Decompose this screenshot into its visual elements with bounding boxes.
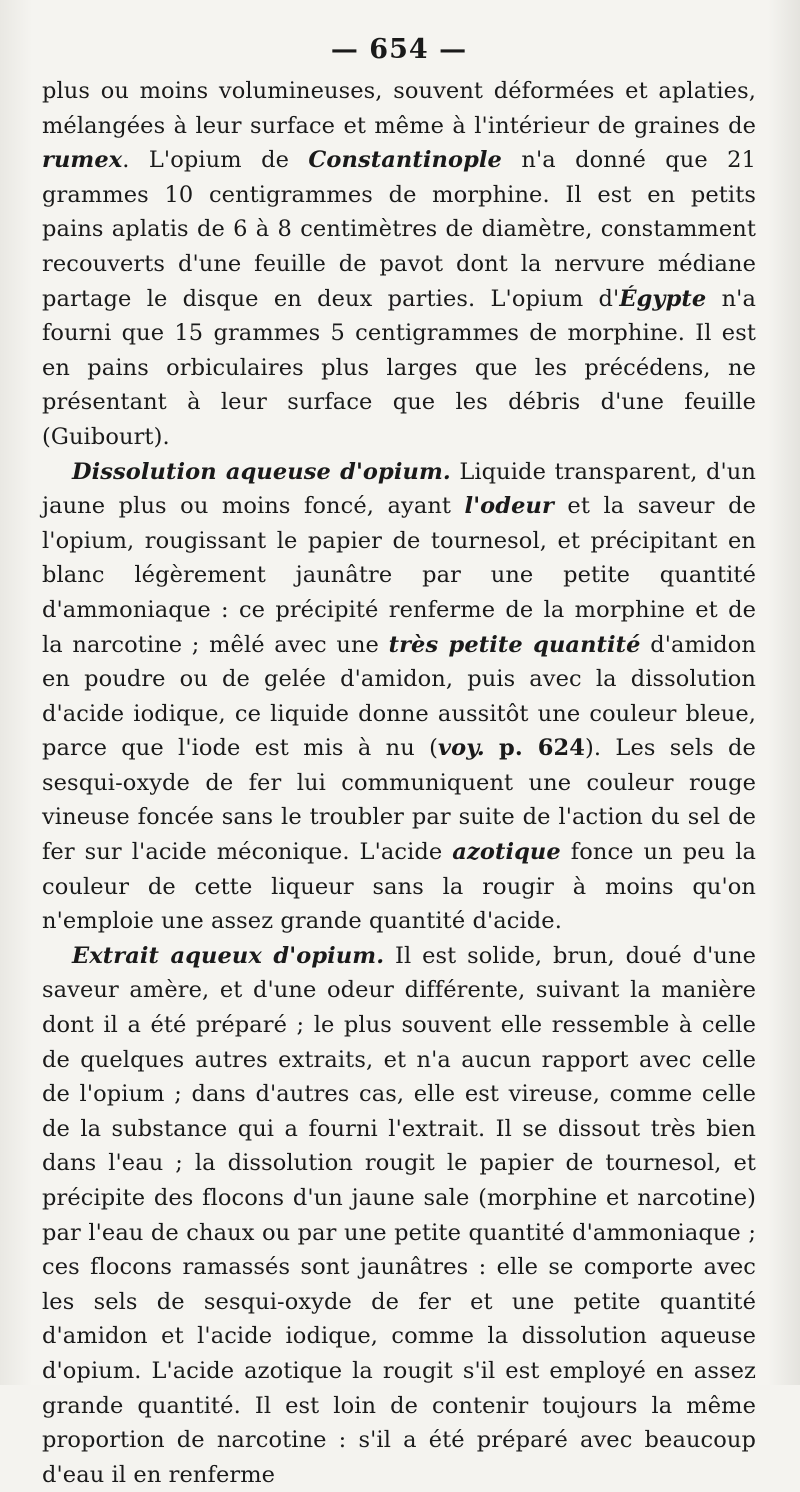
page-number: — 654 — [330,34,468,65]
term-rumex: rumex [42,147,123,174]
term-constantinople: Constantinople [308,147,502,174]
paragraph-extrait-aqueux [42,939,756,1492]
term-egypte: Égypte [619,285,707,312]
text-segment: et la saveur de l'opium, rougissant le papier de tournesol, et précipitant en blanc légèrement jaunâtre par une petite quantité d'ammoniaque : ce précipité renferme de la morphine et de la narcotine ; mêlé avec une [42,493,756,658]
text-segment: d'amidon en poudre ou de gelée d'amidon, puis avec la dissolution d'acide iodique, ce liquide donne aussitôt une couleur bleue, parce que l'iode est mis à nu ( [42,631,756,762]
heading-dissolution-aqueuse: Dissolution aqueuse d'opium. [72,458,451,485]
text-segment: n'a donné que 21 grammes 10 centigrammes de morphine. Il est en petits pains aplatis de 6 à 8 centimètres de diamètre, constamment recouverts d'une feuille de pavot dont la nervure médiane partage le disque en deux parties. L'opium d' [42,147,756,312]
term-voy: voy. [437,735,485,762]
text-segment: n'a fourni que 15 grammes 5 centigrammes de morphine. Il est en pains orbiculaires plus larges que les précédens, ne présentant à leur surface que les débris d'une feuille (Guibourt). [42,285,756,450]
heading-extrait-aqueux: Extrait aqueux d'opium. [72,942,385,969]
text-segment: Liquide transparent, d'un jaune plus ou moins foncé, ayant [42,458,756,520]
text-segment: . L'opium de [122,147,309,174]
text-segment: Il est solide, brun, doué d'une saveur amère, et d'une odeur différente, suivant la manière dont il a été préparé ; le plus souvent elle ressemble à celle de quelques autres extraits, et n'a aucun rapport avec celle de l'opium ; dans d'autres cas, elle est vireuse, comme celle de la substance qui a fourni l'extrait. Il se dissout très bien dans l'eau ; la dissolution rougit le papier de tournesol, et précipite des flocons d'un jaune sale (morphine et narcotine) par l'eau de chaux ou par une petite quantité d'ammoniaque ; ces flocons ramassés sont jaunâtres : elle se comporte avec les sels de sesqui-oxyde de fer et une petite quantité d'amidon et l'acide iodique, comme la dissolution aqueuse d'opium. L'acide azotique la rougit s'il est employé en assez grande quantité. Il est loin de contenir toujours la même proportion de narcotine : s'il a été préparé avec beaucoup d'eau il en renferme [42,942,756,1488]
paragraph-dissolution-aqueuse [42,455,756,939]
term-azotique: azotique [452,839,561,866]
term-odeur: l'odeur [464,493,554,520]
text-segment: plus ou moins volumineuses, souvent déformées et aplaties, mélangées à leur surface et même à l'intérieur de graines de [42,78,756,139]
paragraph-opium-varieties [42,74,756,455]
text-segment: ). Les sels de sesqui-oxyde de fer lui communiquent une couleur rouge vineuse foncée sans le troubler par suite de l'action du sel de fer sur l'acide méconique. L'acide [42,735,756,866]
text-segment [485,735,499,761]
page-reference: p. 624 [499,735,586,762]
term-tres-petite-quantite: très petite quantité [388,631,641,658]
text-segment: fonce un peu la couleur de cette liqueur sans la rougir à moins qu'on n'emploie une assez grande quantité d'acide. [42,839,756,935]
